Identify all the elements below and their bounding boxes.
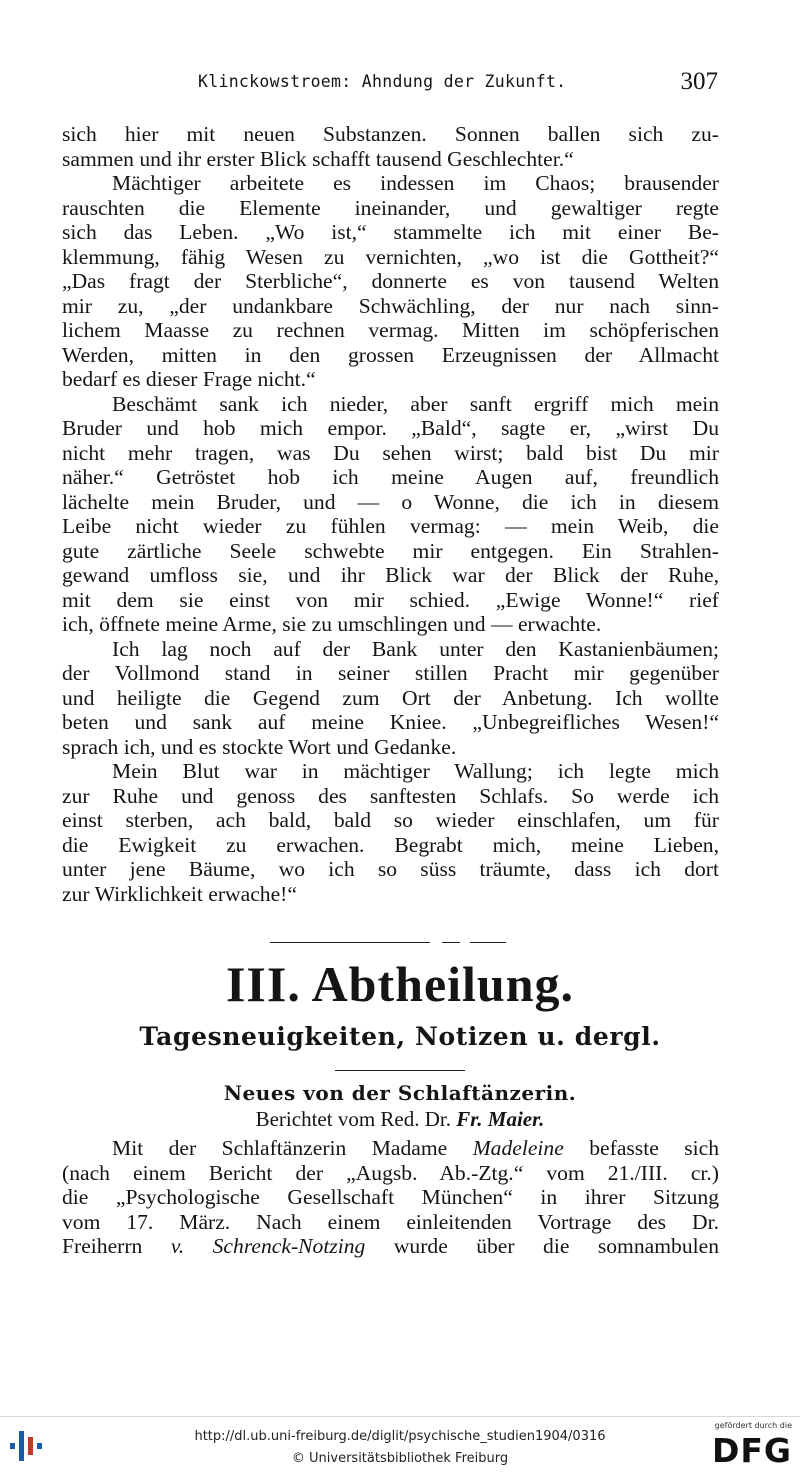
text-line: mit dem sie einst von mir schied. „Ewige Wonne!“ rief (62, 587, 719, 612)
text-line: unter jene Bäume, wo ich so süss träumte, dass ich dort (62, 857, 719, 881)
text-line: einst sterben, ach bald, bald so wieder einschlafen, um für (62, 808, 719, 832)
byline-prefix: Berichtet vom Red. Dr. (255, 1107, 451, 1131)
section-subheading: Tagesneuigkeiten, Notizen u. dergl. (139, 1022, 661, 1051)
byline-author: Fr. Maier. (456, 1107, 545, 1131)
text-line: gute zärtliche Seele schwebte mir entgegen. Ein Strahlen- (62, 538, 719, 563)
text-line: Ich lag noch auf der Bank unter den Kastanienbäumen; (112, 636, 719, 661)
text-line: klemmung, fähig Wesen zu vernichten, „wo ist die Gottheit?“ (62, 244, 719, 269)
text-line: sich hier mit neuen Substanzen. Sonnen ballen sich zu- (62, 122, 719, 146)
text-line: und heiligte die Gegend zum Ort der Anbetung. Ich wollte (62, 685, 719, 710)
text-line: Freiherrn v. Schrenck-Notzing wurde über die somnambulen (62, 1234, 720, 1258)
text-line: beten und sank auf meine Kniee. „Unbegreifliches Wesen!“ (62, 710, 719, 734)
text-line: lichem Maasse zu rechnen vermag. Mitten im schöpferischen (62, 318, 719, 342)
page-number: 307 (680, 68, 718, 95)
article-title: Neues von der Schlaftänzerin. (223, 1081, 577, 1105)
text-line: Mächtiger arbeitete es indessen im Chaos; brausender (112, 171, 719, 195)
text-line: gewand umfloss sie, und ihr Blick war der Blick der Ruhe, (62, 563, 719, 587)
text-line: rauschten die Elemente ineinander, und gewaltiger regte (62, 195, 719, 220)
dfg-sponsor-logo[interactable] (706, 1421, 792, 1471)
text-line: sich das Leben. „Wo ist,“ stammelte ich mit einer Be- (62, 220, 719, 244)
text-line: zur Wirklichkeit erwache!“ (62, 881, 297, 906)
subheading-rule (335, 1070, 465, 1071)
running-title: Klinckowstroem: Ahndung der Zukunft. (198, 72, 567, 91)
body-text-continuation (62, 122, 719, 906)
text-line: zur Ruhe und genoss des sanftesten Schlafs. So werde ich (62, 783, 719, 808)
section-divider-rule (270, 942, 430, 943)
article-body (62, 1136, 719, 1259)
text-line: sammen und ihr erster Blick schafft tausend Geschlechter.“ (62, 146, 574, 171)
dfg-logo-icon: DFG (711, 1431, 792, 1470)
text-line: näher.“ Getröstet hob ich meine Augen auf, freundlich (62, 465, 719, 489)
text-line: vom 17. März. Nach einem einleitenden Vortrage des Dr. (62, 1209, 719, 1234)
section-heading: III. Abtheilung. (225, 956, 575, 1012)
text-line: lächelte mein Bruder, und — o Wonne, die ich in diesem (62, 489, 719, 514)
text-line: der Vollmond stand in seiner stillen Pracht mir gegenüber (62, 661, 719, 685)
text-line: die Ewigkeit zu erwachen. Begrabt mich, meine Lieben, (62, 832, 719, 857)
text-line: bedarf es dieser Frage nicht.“ (62, 367, 316, 391)
text-line: ich, öffnete meine Arme, sie zu umschlingen und — erwachte. (62, 612, 602, 636)
sponsor-caption: gefördert durch die (714, 1421, 792, 1430)
text-line: „Das fragt der Sterbliche“, donnerte es von tausend Welten (62, 269, 719, 293)
permalink-link[interactable]: http://dl.ub.uni-freiburg.de/diglit/psychische_studien1904/0316 (194, 1429, 606, 1444)
emphasis-name: Madeleine (472, 1136, 564, 1160)
permalink[interactable] (0, 1429, 800, 1444)
section-divider-rule-short (442, 942, 460, 943)
viewer-footer (0, 1416, 800, 1473)
text-line: die „Psychologische Gesellschaft München“ in ihrer Sitzung (62, 1185, 719, 1209)
emphasis-name: v. Schrenck-Notzing (170, 1234, 366, 1258)
text-line: sprach ich, und es stockte Wort und Gedanke. (62, 734, 457, 759)
text-line: Beschämt sank ich nieder, aber sanft ergriff mich mein (112, 391, 719, 416)
text-line: Werden, mitten in den grossen Erzeugnissen der Allmacht (62, 342, 719, 367)
text-line: Mein Blut war in mächtiger Wallung; ich legte mich (112, 759, 719, 783)
text-line: nicht mehr tragen, was Du sehen wirst; bald bist Du mir (62, 440, 719, 465)
section-divider-rule-short (470, 942, 506, 943)
text-line: mir zu, „der undankbare Schwächling, der nur nach sinn- (62, 293, 719, 318)
text-line: Leibe nicht wieder zu fühlen vermag: — mein Weib, die (62, 514, 719, 538)
text-line: Bruder und hob mich empor. „Bald“, sagte er, „wirst Du (62, 416, 719, 440)
text-line: Mit der Schlaftänzerin Madame Madeleine befasste sich (112, 1136, 719, 1160)
text-line: (nach einem Bericht der „Augsb. Ab.-Ztg.“ vom 21./III. cr.) (62, 1160, 719, 1185)
article-byline (0, 1107, 800, 1132)
running-head (60, 68, 720, 100)
copyright-notice: © Universitätsbibliothek Freiburg (291, 1451, 509, 1466)
